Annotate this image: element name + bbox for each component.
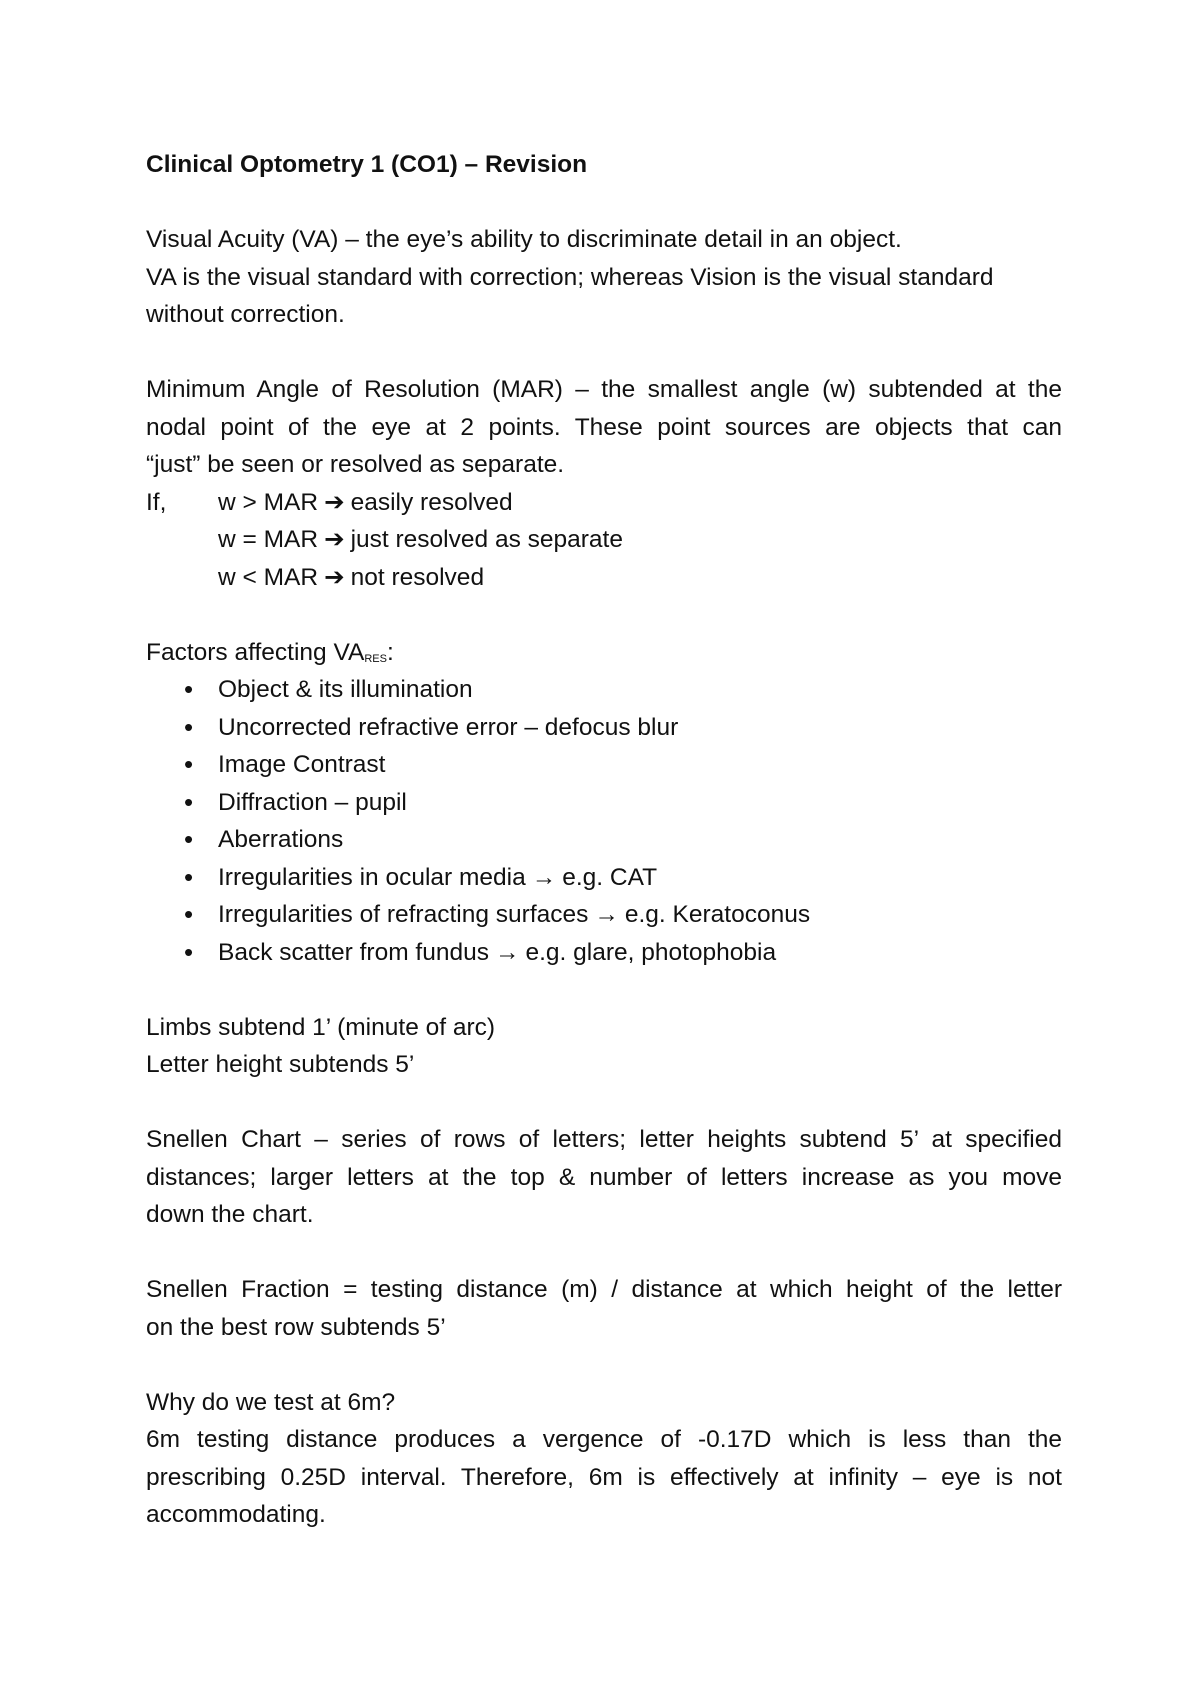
list-item: • Diffraction – pupil xyxy=(146,784,1062,822)
arrow-right-icon: → xyxy=(494,938,520,966)
snellen-fraction-line-2: on the best row subtends 5’ xyxy=(146,1313,446,1341)
arrow-right-icon: ➔ xyxy=(324,488,345,516)
condition-expression: w < MAR xyxy=(218,563,319,591)
spacer xyxy=(146,184,1062,222)
va-comparison-line-1: VA is the visual standard with correction; whereas Vision is the visual standard xyxy=(146,263,994,291)
spacer xyxy=(146,596,1062,634)
factors-heading-subscript: RES xyxy=(364,652,387,665)
va-comparison-line-2: without correction. xyxy=(146,301,345,328)
list-item: • Uncorrected refractive error – defocus blur xyxy=(146,709,1062,747)
mar-condition-row xyxy=(146,559,1062,597)
list-item: • Image Contrast xyxy=(146,746,1062,784)
spacer xyxy=(146,334,1062,372)
list-item: • Irregularities of refracting surfaces → e.g. Keratoconus xyxy=(146,896,1062,934)
list-item: • Irregularities in ocular media → e.g. CAT xyxy=(146,859,1062,897)
mar-condition xyxy=(218,484,513,522)
spacer xyxy=(146,1234,1062,1272)
arrow-right-icon: → xyxy=(594,901,619,928)
arrow-right-icon: ➔ xyxy=(324,563,345,591)
spacer xyxy=(146,971,1062,1009)
why-6m-answer-line-2: prescribing 0.25D interval. Therefore, 6m is effectively at infinity – eye is not xyxy=(146,1463,1062,1491)
limbs-subtend: Limbs subtend 1’ (minute of arc) xyxy=(146,1013,496,1041)
letter-height-subtend: Letter height subtends 5’ xyxy=(146,1051,415,1078)
snellen-chart-line-1: Snellen Chart – series of rows of letters; letter heights subtend 5’ at specified xyxy=(146,1126,1062,1153)
mar-condition-row xyxy=(146,484,1062,522)
condition-result: just resolved as separate xyxy=(350,526,623,553)
list-item: • Aberrations xyxy=(146,821,1062,859)
document-page xyxy=(146,146,1062,1534)
condition-result: easily resolved xyxy=(350,488,513,516)
snellen-fraction-line-1: Snellen Fraction = testing distance (m) / distance at which height of the letter xyxy=(146,1276,1062,1303)
condition-expression: w > MAR xyxy=(218,488,319,516)
mar-definition-line-1: Minimum Angle of Resolution (MAR) – the smallest angle (w) subtended at the xyxy=(146,376,1062,403)
va-definition: Visual Acuity (VA) – the eye’s ability to discriminate detail in an object. xyxy=(146,226,902,253)
why-6m-question: Why do we test at 6m? xyxy=(146,1388,396,1416)
mar-definition-line-3: “just” be seen or resolved as separate. xyxy=(146,451,565,478)
mar-condition-row xyxy=(146,521,1062,559)
condition-result: not resolved xyxy=(350,563,485,591)
arrow-right-icon: → xyxy=(531,863,557,891)
condition-expression: w = MAR xyxy=(218,526,319,553)
spacer xyxy=(146,1346,1062,1384)
factors-list xyxy=(146,671,1062,971)
why-6m-answer-line-1: 6m testing distance produces a vergence of -0.17D which is less than the xyxy=(146,1426,1062,1453)
list-item: • Object & its illumination xyxy=(146,671,1062,709)
arrow-right-icon: ➔ xyxy=(324,526,345,553)
snellen-chart-line-3: down the chart. xyxy=(146,1201,314,1228)
why-6m-answer-line-3: accommodating. xyxy=(146,1501,326,1528)
if-label: If, xyxy=(146,488,167,516)
spacer xyxy=(146,1084,1062,1122)
factors-heading: Factors affecting $VA_{RES}$: xyxy=(146,638,394,666)
snellen-chart-line-2: distances; larger letters at the top & number of letters increase as you move xyxy=(146,1163,1062,1191)
list-item: • Back scatter from fundus → e.g. glare, photophobia xyxy=(146,934,1062,972)
mar-condition xyxy=(218,521,623,559)
mar-definition-line-2: nodal point of the eye at 2 points. These point sources are objects that can xyxy=(146,413,1062,441)
document-title: Clinical Optometry 1 (CO1) – Revision xyxy=(146,151,588,178)
mar-condition xyxy=(218,559,484,597)
